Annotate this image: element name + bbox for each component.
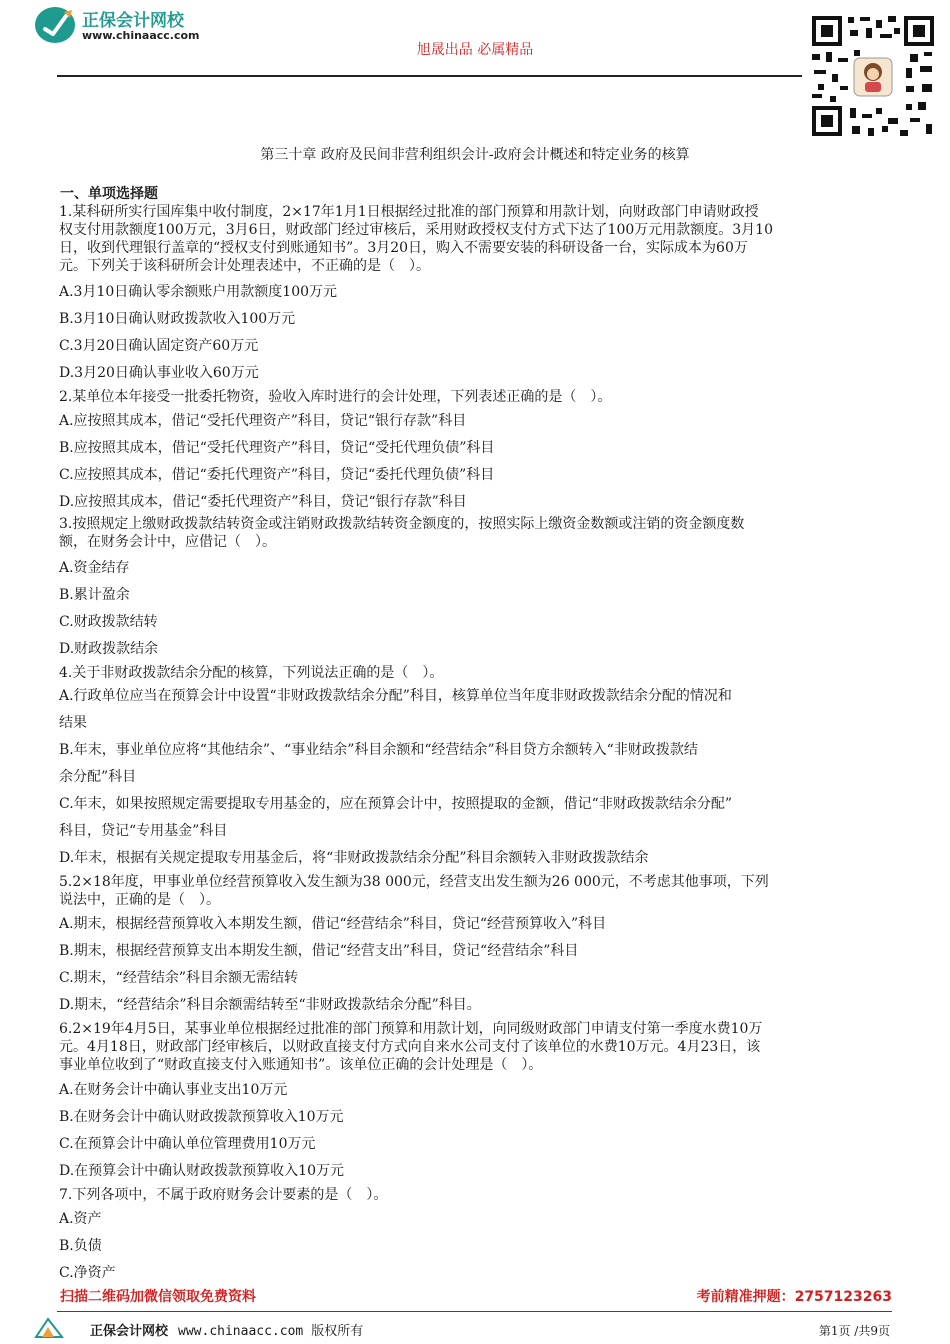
doc-line: 2.某单位本年接受一批委托物资，验收入库时进行的会计处理，下列表述正确的是（ ）。 bbox=[59, 389, 612, 405]
doc-line: A.应按照其成本，借记“受托代理资产”科目，贷记“银行存款”科目 bbox=[59, 413, 467, 429]
brand-logo-icon bbox=[34, 6, 76, 44]
footer-copyright: 版权所有 bbox=[311, 1324, 364, 1339]
brand-logo bbox=[34, 4, 224, 48]
doc-line: C.在预算会计中确认单位管理费用10万元 bbox=[59, 1136, 316, 1152]
page-title: 第三十章 政府及民间非营利组织会计-政府会计概述和特定业务的核算 bbox=[260, 147, 690, 163]
header-divider bbox=[57, 75, 802, 77]
doc-line: 事业单位收到了“财政直接支付入账通知书”。该单位正确的会计处理是（ ）。 bbox=[59, 1057, 543, 1073]
page-number: 第1页 /共9页 bbox=[818, 1324, 890, 1338]
doc-line: B.应按照其成本，借记“受托代理资产”科目，贷记“受托代理负债”科目 bbox=[59, 440, 495, 456]
doc-line: D.3月20日确认事业收入60万元 bbox=[59, 365, 259, 381]
doc-line: 结果 bbox=[59, 715, 87, 731]
doc-line: C.净资产 bbox=[59, 1265, 116, 1281]
doc-line: C.期末，“经营结余”科目余额无需结转 bbox=[59, 970, 298, 986]
doc-line: A.资金结存 bbox=[59, 560, 130, 576]
doc-line: D.应按照其成本，借记“委托代理资产”科目，贷记“银行存款”科目 bbox=[59, 494, 467, 510]
doc-line: 3.按照规定上缴财政拨款结转资金或注销财政拨款结转资金额度的，按照实际上缴资金数额或注销的资金额度数 bbox=[59, 516, 745, 532]
footer-logo-icon bbox=[34, 1317, 64, 1339]
doc-line: B.负债 bbox=[59, 1238, 102, 1254]
doc-line: 额，在财务会计中，应借记（ ）。 bbox=[59, 534, 276, 550]
doc-line: C.年末，如果按照规定需要提取专用基金的，应在预算会计中，按照提取的金额，借记“非财政拨款结余分配” bbox=[59, 796, 732, 812]
doc-line: 1.某科研所实行国库集中收付制度，2×17年1月1日根据经过批准的部门预算和用款计划，向财政部门申请财政授 bbox=[59, 204, 759, 220]
doc-line: 5.2×18年度，甲事业单位经营预算收入发生额为38 000元，经营支出发生额为26 000元，不考虑其他事项，下列 bbox=[59, 874, 769, 890]
footer-divider bbox=[57, 1311, 892, 1312]
doc-line: 余分配”科目 bbox=[59, 769, 137, 785]
doc-line: 日，收到代理银行盖章的“授权支付到账通知书”。3月20日，购入不需要安装的科研设备一台，实际成本为60万 bbox=[59, 240, 748, 256]
doc-line: D.在预算会计中确认财政拨款预算收入10万元 bbox=[59, 1163, 344, 1179]
footer-brand-url[interactable]: www.chinaacc.com bbox=[178, 1324, 304, 1339]
doc-line: B.累计盈余 bbox=[59, 587, 130, 603]
doc-line: A.资产 bbox=[59, 1211, 102, 1227]
doc-line: 元。下列关于该科研所会计处理表述中，不正确的是（ ）。 bbox=[59, 258, 430, 274]
doc-line: D.年末，根据有关规定提取专用基金后，将“非财政拨款结余分配”科目余额转入非财政拨款结余 bbox=[59, 850, 649, 866]
doc-line: A.3月10日确认零余额账户用款额度100万元 bbox=[59, 284, 338, 300]
doc-line: B.期末，根据经营预算支出本期发生额，借记“经营支出”科目，贷记“经营结余”科目 bbox=[59, 943, 579, 959]
doc-line: 说法中，正确的是（ ）。 bbox=[59, 892, 220, 908]
doc-line: B.在财务会计中确认财政拨款预算收入10万元 bbox=[59, 1109, 344, 1125]
exam-tips-note: 考前精准押题：2757123263 bbox=[696, 1289, 892, 1305]
doc-line: A.在财务会计中确认事业支出10万元 bbox=[59, 1082, 288, 1098]
doc-line: 4.关于非财政拨款结余分配的核算，下列说法正确的是（ ）。 bbox=[59, 665, 444, 681]
qr-promo-note: 扫描二维码加微信领取免费资料 bbox=[60, 1289, 256, 1305]
doc-line: C.财政拨款结转 bbox=[59, 614, 158, 630]
doc-line: 6.2×19年4月5日，某事业单位根据经过批准的部门预算和用款计划，向同级财政部门申请支付第一季度水费10万 bbox=[59, 1021, 763, 1037]
brand-name: 正保会计网校 bbox=[82, 11, 184, 31]
doc-line: 元。4月18日，财政部门经审核后，以财政直接支付方式向自来水公司支付了该单位的水费10万元。4月23日，该 bbox=[59, 1039, 761, 1055]
doc-line: 权支付用款额度100万元，3月6日，财政部门经过审核后，采用财政授权支付方式下达了100万元用款额度。3月10 bbox=[59, 222, 773, 238]
doc-line: D.期末，“经营结余”科目余额需结转至“非财政拨款结余分配”科目。 bbox=[59, 997, 481, 1013]
brand-url: www.chinaacc.com bbox=[82, 29, 200, 42]
doc-line: B.3月10日确认财政拨款收入100万元 bbox=[59, 311, 296, 327]
doc-line: 科目，贷记“专用基金”科目 bbox=[59, 823, 228, 839]
doc-line: C.3月20日确认固定资产60万元 bbox=[59, 338, 259, 354]
doc-line: A.期末，根据经营预算收入本期发生额，借记“经营结余”科目，贷记“经营预算收入”科目 bbox=[59, 916, 607, 932]
qr-code[interactable] bbox=[810, 14, 936, 138]
doc-line: C.应按照其成本，借记“委托代理资产”科目，贷记“委托代理负债”科目 bbox=[59, 467, 495, 483]
doc-line: 7.下列各项中，不属于政府财务会计要素的是（ ）。 bbox=[59, 1187, 388, 1203]
doc-line: B.年末，事业单位应将“其他结余”、“事业结余”科目余额和“经营结余”科目贷方余额转入“非财政拨款结 bbox=[59, 742, 698, 758]
footer-brand bbox=[90, 1320, 363, 1339]
header-slogan: 旭晟出品 必属精品 bbox=[416, 42, 534, 58]
doc-line: D.财政拨款结余 bbox=[59, 641, 159, 657]
section-heading: 一、单项选择题 bbox=[60, 186, 158, 202]
doc-line: A.行政单位应当在预算会计中设置“非财政拨款结余分配”科目，核算单位当年度非财政拨款结余分配的情况和 bbox=[59, 688, 732, 704]
footer-brand-name: 正保会计网校 bbox=[90, 1324, 169, 1339]
